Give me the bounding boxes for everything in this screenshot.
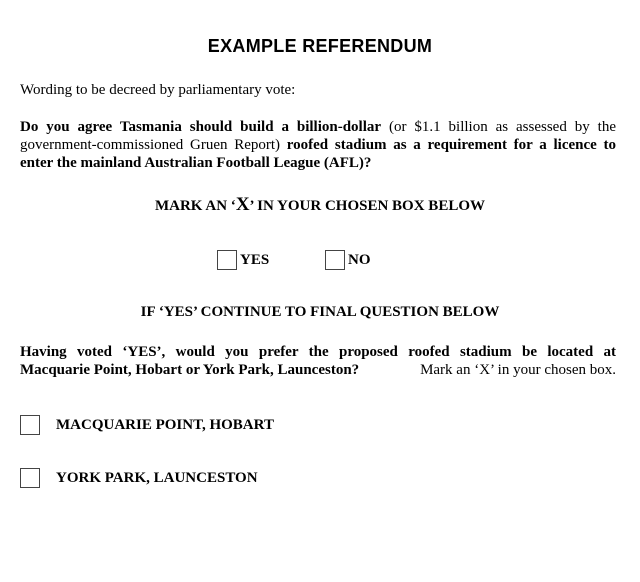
final-question-line-2 (20, 361, 616, 379)
mark-instruction-suffix: ’ IN YOUR CHOSEN BOX BELOW (249, 198, 485, 214)
option-macquarie-point[interactable] (20, 415, 274, 435)
final-question-note: Mark an ‘X’ in your chosen box. (420, 362, 616, 378)
page-title: EXAMPLE REFERENDUM (207, 36, 433, 56)
option-no[interactable] (325, 250, 371, 270)
intro-text: Wording to be decreed by parliamentary vote: (20, 82, 296, 98)
york-park-checkbox[interactable] (20, 468, 40, 488)
final-question (20, 343, 616, 379)
referendum-question (20, 118, 616, 172)
if-yes-instruction: IF ‘YES’ CONTINUE TO FINAL QUESTION BELOW (140, 304, 500, 320)
macquarie-point-checkbox[interactable] (20, 415, 40, 435)
option-york-park[interactable] (20, 468, 258, 488)
macquarie-point-label: MACQUARIE POINT, HOBART (56, 416, 274, 433)
yes-checkbox[interactable] (217, 250, 237, 270)
option-yes[interactable] (217, 250, 269, 270)
no-checkbox[interactable] (325, 250, 345, 270)
mark-instruction (0, 194, 640, 216)
mark-instruction-prefix: MARK AN ‘ (154, 198, 236, 214)
question-bold-part-2: roofed stadium as a requirement for a licence to enter the mainland Australian Football League (AFL)? (20, 137, 617, 171)
mark-instruction-x: X (235, 194, 250, 215)
final-question-line-1: Having voted ‘YES’, would you prefer the proposed roofed stadium be located at (20, 344, 616, 360)
question-regular-part: (or $1.1 billion as assessed by the government-commissioned Gruen Report) (20, 119, 616, 153)
question-bold-part-1: Do you agree Tasmania should build a billion-dollar (20, 119, 382, 135)
final-question-locations: Macquarie Point, Hobart or York Park, Launceston? (20, 362, 360, 378)
no-label: NO (348, 251, 371, 268)
york-park-label: YORK PARK, LAUNCESTON (56, 469, 258, 486)
yes-label: YES (240, 251, 270, 268)
